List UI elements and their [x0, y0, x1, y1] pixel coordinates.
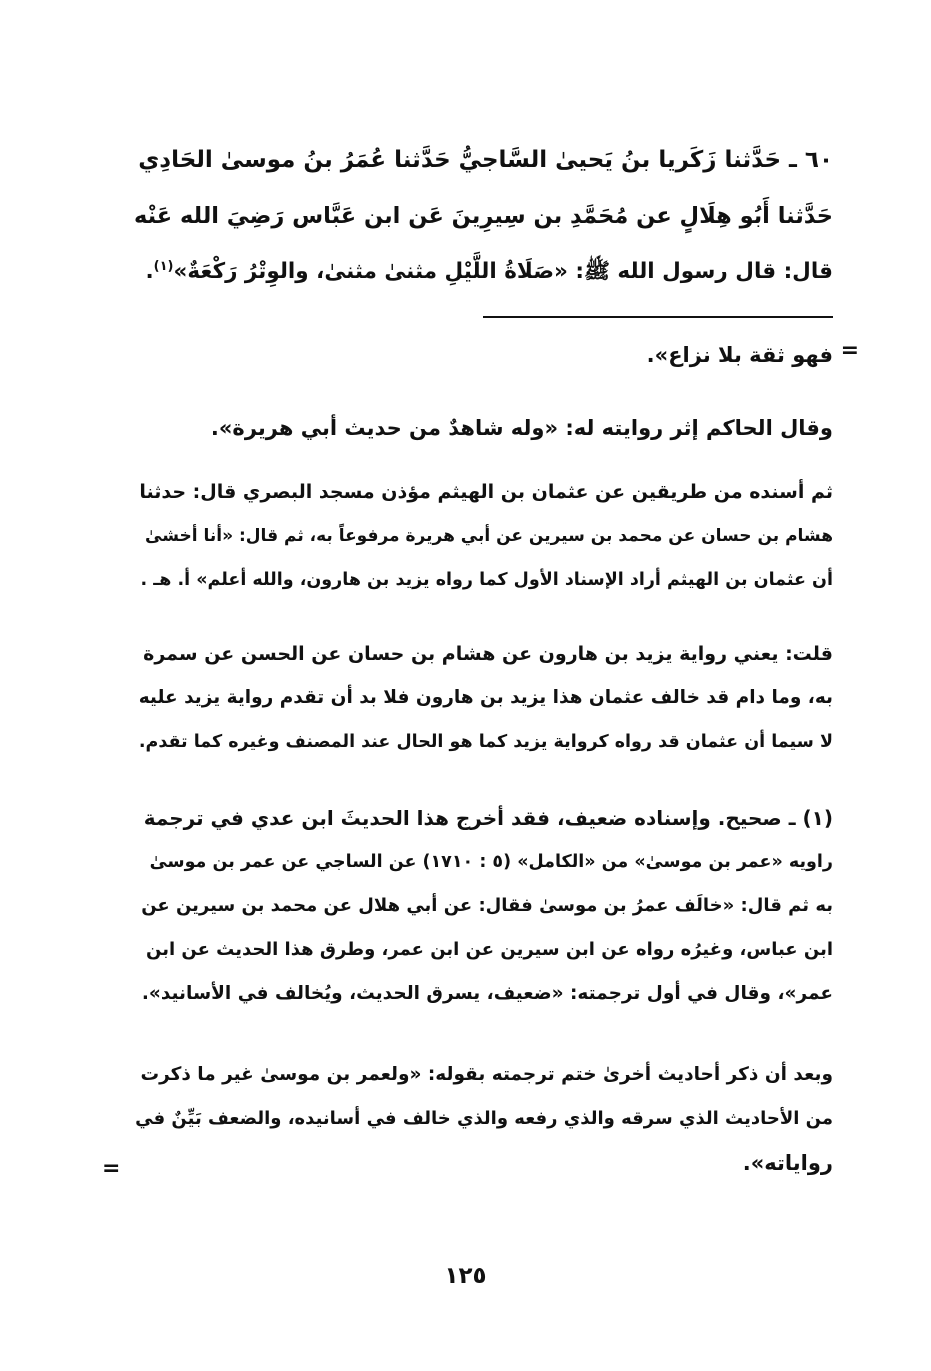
- footnote-1: [133, 796, 833, 1016]
- hadith-end-mark: .: [145, 259, 154, 284]
- footnote-line: ابن عباس، وغيرُه رواه عن ابن سيرين عن ابن عمر، وطرق هذا الحديث عن ابن: [146, 939, 833, 960]
- footnote-line: لا سيما أن عثمان قد رواه كرواية يزيد كما هو الحال عند المصنف وغيره كما تقدم.: [138, 732, 833, 752]
- footnote-line: قلت: يعني رواية يزيد بن هارون عن هشام بن حسان عن الحسن عن سمرة: [143, 643, 833, 665]
- footnote-paragraph-1: [133, 406, 833, 450]
- footnote-line: به، وما دام قد خالف عثمان هذا يزيد بن هارون فلا بد أن تقدم رواية يزيد عليه: [138, 687, 833, 708]
- footnote-line: رواياته».: [742, 1151, 833, 1175]
- footnote-line: به ثم قال: «خالَف عمرُ بن موسىٰ فقال: عن أبي هلال عن محمد بن سيرين عن: [141, 895, 833, 916]
- footnote-paragraph-3: [133, 632, 833, 764]
- footnote-paragraph-5: [133, 1053, 833, 1185]
- page-number: ١٢٥: [444, 1263, 487, 1289]
- footnote-line: أن عثمان بن الهيثم أراد الإسناد الأول كما رواه يزيد بن هارون، والله أعلم» أ. هـ .: [140, 570, 833, 590]
- footnote-continued: [133, 333, 833, 377]
- continued-to-marker: =: [102, 1156, 121, 1181]
- hadith-line-1: ٦٠ ـ حَدَّثنا زَكَريا بنُ يَحيىٰ السَّاجيُّ حَدَّثنا عُمَرُ بنُ موسىٰ الحَادِي: [138, 147, 833, 173]
- footnote-line: وبعد أن ذكر أحاديث أخرىٰ ختم ترجمته بقوله: «ولعمر بن موسىٰ غير ما ذكرت: [140, 1064, 833, 1085]
- hadith-line-3-text: قال: قال رسول الله ﷺ: «صَلَاةُ اللَّيْلِ مثنىٰ مثنىٰ، والوِتْرُ رَكْعَةٌ»: [173, 259, 833, 284]
- footnote-line: راويه «عمر بن موسىٰ» من «الكامل» (٥ : ١٧١٠) عن الساجي عن عمر بن موسىٰ: [149, 852, 833, 872]
- footnote-line: هشام بن حسان عن محمد بن سيرين عن أبي هريرة مرفوعاً به، ثم قال: «أنا أخشىٰ: [145, 526, 833, 546]
- footnote-line: ثم أسنده من طريقين عن عثمان بن الهيثم مؤذن مسجد البصري قال: حدثنا: [139, 481, 833, 503]
- footnote-line: وقال الحاكم إثر روايته له: «وله شاهدٌ من حديث أبي هريرة».: [210, 416, 833, 440]
- footnote-line: عمر»، وقال في أول ترجمته: «ضعيف، يسرق الحديث، ويُخالف في الأسانيد».: [141, 983, 833, 1004]
- hadith-text: [133, 132, 833, 300]
- footnote-line: (١) ـ صحيح. وإسناده ضعيف، فقد أخرج هذا الحديثَ ابن عدي في ترجمة: [143, 806, 833, 830]
- footnote-line: من الأحاديث الذي سرقه والذي رفعه والذي خالف في أسانيده، والضعف بَيِّنٌ في: [135, 1108, 833, 1129]
- footnote-separator: [483, 316, 833, 318]
- hadith-line-2: حَدَّثنا أَبُو هِلَالٍ عن مُحَمَّدِ بن سِيرِينَ عَن ابن عَبَّاس رَضِيَ الله عَنْه: [133, 203, 833, 229]
- footnote-continued-line: فهو ثقة بلا نزاع».: [646, 343, 833, 367]
- footnote-reference: (١): [153, 258, 174, 274]
- footnote-paragraph-2: [133, 470, 833, 602]
- hadith-line-3: [133, 244, 833, 300]
- continued-from-marker: =: [840, 338, 859, 363]
